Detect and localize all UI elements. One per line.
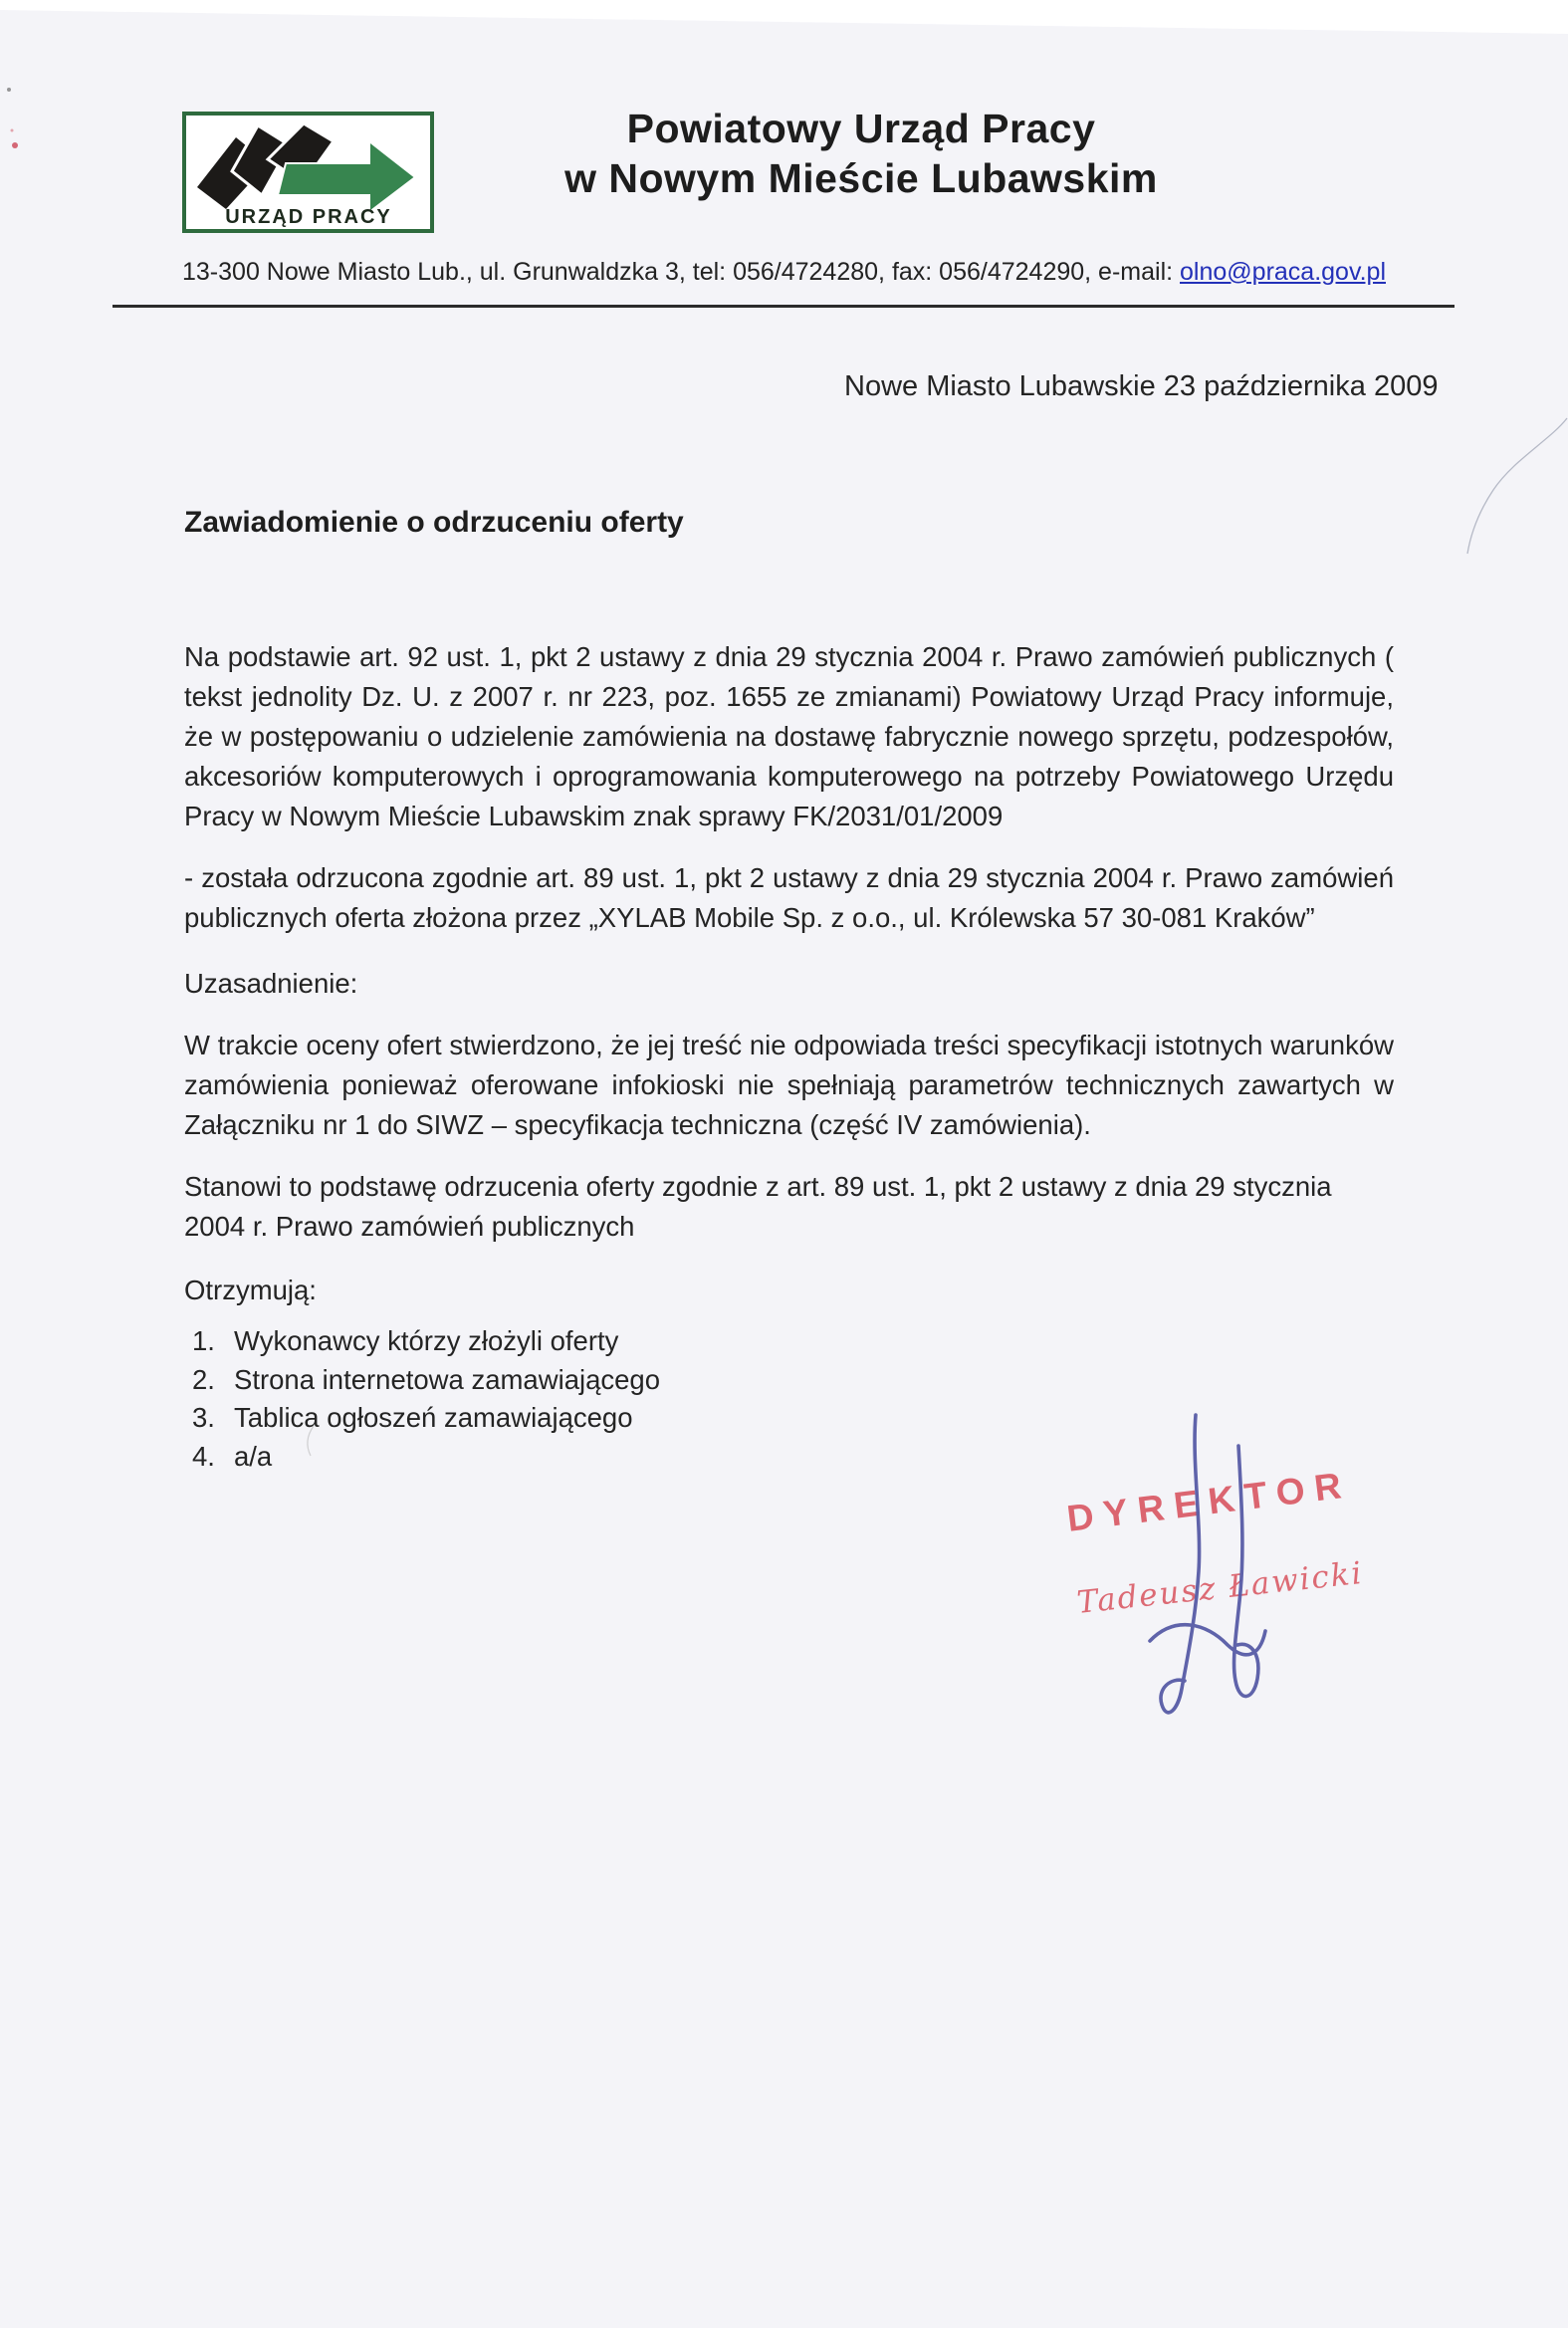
org-address-text: 13-300 Nowe Miasto Lub., ul. Grunwaldzka 3, tel: 056/4724280, fax: 056/4724290, e-mail: — [182, 258, 1181, 286]
recipient-item — [184, 1438, 660, 1477]
red-speck — [12, 142, 18, 148]
handwritten-signature — [1150, 1415, 1265, 1713]
paragraph-justification: W trakcie oceny ofert stwierdzono, że jej treść nie odpowiada treści specyfikacji istotnych warunków zamówienia ponieważ oferowane infokioski nie spełniają parametrów technicznych zawartych w Załączniku nr 1 do SIWZ – specyfikacja techniczna (część IV zamówienia). — [184, 1030, 1394, 1140]
paragraph-legal-basis: Na podstawie art. 92 ust. 1, pkt 2 ustawy z dnia 29 stycznia 2004 r. Prawo zamówień publicznych ( tekst jednolity Dz. U. z 2007 r. nr 223, poz. 1655 ze zmianami) Powiatowy Urząd Pracy informuje, że w postępowaniu o udzielenie zamówienia na dostawę fabrycznie nowego sprzętu, podzespołów, akcesoriów komputerowych i oprogramowania komputerowego na potrzeby Powiatowego Urzędu Pracy w Nowym Mieście Lubawskim znak sprawy FK/2031/01/2009 — [184, 641, 1394, 831]
dark-speck — [7, 88, 11, 92]
recipient-text: a/a — [234, 1440, 273, 1472]
paragraph-conclusion: Stanowi to podstawę odrzucenia oferty zgodnie z art. 89 ust. 1, pkt 2 ustawy z dnia 29 stycznia 2004 r. Prawo zamówień publicznych — [184, 1171, 1332, 1242]
urzad-pracy-logo-icon — [182, 112, 434, 233]
recipient-text: Strona internetowa zamawiającego — [234, 1363, 661, 1395]
scan-top-edge — [0, 0, 1568, 60]
paragraph-rejection: - została odrzucona zgodnie art. 89 ust. 1, pkt 2 ustawy z dnia 29 stycznia 2004 r. Prawo zamówień publicznych oferta złożona przez „XYLAB Mobile Sp. z o.o., ul. Królewska 57 30-081 Kraków” — [184, 862, 1394, 933]
director-stamp-name: Tadeusz Ławicki — [1075, 1554, 1366, 1621]
place-and-date: Nowe Miasto Lubawskie 23 października 2009 — [844, 370, 1439, 402]
recipient-item — [184, 1322, 660, 1361]
recipients-list — [184, 1322, 660, 1476]
letterhead — [518, 104, 1205, 203]
recipients-label: Otrzymują: — [184, 1275, 317, 1305]
scan-hairline-artifact — [1467, 418, 1567, 554]
letterhead-divider — [112, 305, 1455, 308]
urzad-pracy-logo — [182, 112, 434, 233]
email-link[interactable]: olno@praca.gov.pl — [1180, 258, 1386, 286]
logo-caption: URZĄD PRACY — [225, 206, 392, 228]
justification-label: Uzasadnienie: — [184, 968, 358, 999]
recipient-number: 2. — [192, 1363, 215, 1395]
director-stamp-title: DYREKTOR — [1064, 1464, 1354, 1539]
recipient-item — [184, 1361, 660, 1400]
org-name-line1: Powiatowy Urząd Pracy — [626, 106, 1096, 151]
recipient-number: 3. — [192, 1402, 215, 1433]
recipient-number: 4. — [192, 1440, 215, 1472]
recipient-number: 1. — [192, 1325, 215, 1356]
document-title: Zawiadomienie o odrzuceniu oferty — [184, 506, 684, 539]
recipient-text: Tablica ogłoszeń zamawiającego — [234, 1402, 633, 1433]
red-speck — [11, 129, 14, 132]
org-address-line — [0, 258, 1568, 287]
recipient-item — [184, 1399, 660, 1438]
recipient-text: Wykonawcy którzy złożyli oferty — [234, 1325, 619, 1356]
org-name-line2: w Nowym Mieście Lubawskim — [564, 155, 1158, 201]
